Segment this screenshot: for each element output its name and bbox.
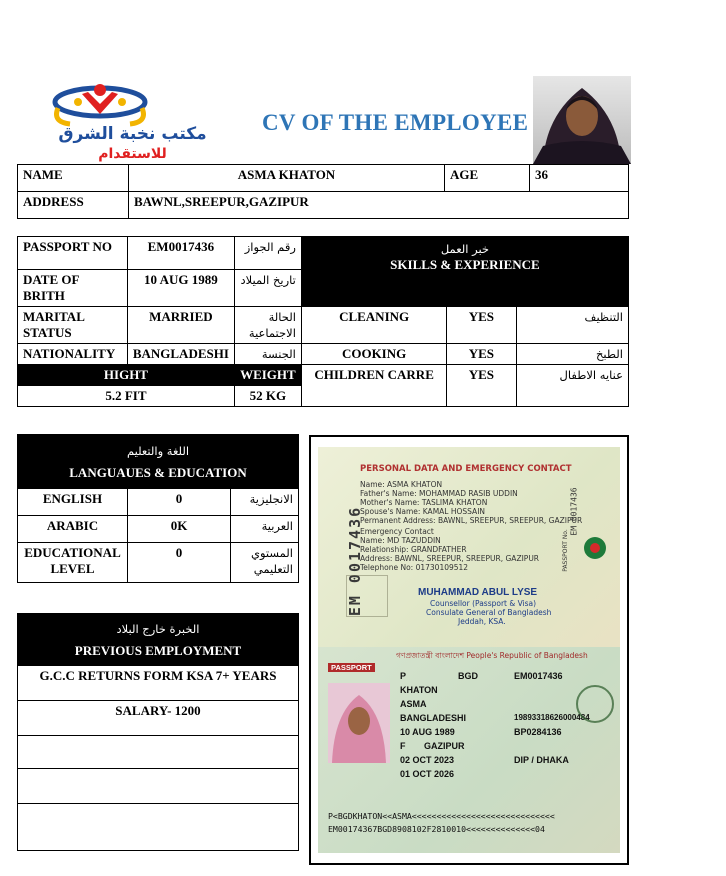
employment-detail: G.C.C RETURNS FORM KSA 7+ YEARS bbox=[18, 666, 299, 701]
languages-header-ar: اللغة والتعليم bbox=[126, 443, 190, 458]
skill-row-ar: عنايه الاطفال bbox=[516, 365, 629, 407]
passport-text: Address: BAWNL, SREEPUR, SREEPUR, GAZIPUR bbox=[360, 554, 540, 563]
employment-header-en: PREVIOUS EMPLOYMENT bbox=[74, 642, 242, 658]
passport-mrz-line1: P<BGDKHATON<<ASMA<<<<<<<<<<<<<<<<<<<<<<<<<<<<< bbox=[328, 811, 555, 821]
passport-text: Mother's Name: TASLIMA KHATON bbox=[360, 498, 488, 507]
age-value: 36 bbox=[530, 165, 629, 192]
language-value: 0 bbox=[127, 489, 230, 516]
table-row bbox=[18, 701, 299, 736]
table-row bbox=[18, 344, 629, 365]
passport-side-number: EM 0017436 bbox=[569, 487, 579, 536]
marital-label: MARITAL STATUS bbox=[18, 307, 128, 344]
table-row bbox=[18, 614, 299, 666]
marital-value: MARRIED bbox=[127, 307, 234, 344]
address-label: ADDRESS bbox=[18, 192, 129, 219]
nationality-label-ar: الجنسة bbox=[234, 344, 301, 365]
passport-word: PASSPORT bbox=[328, 663, 375, 672]
empty-cell bbox=[18, 736, 299, 769]
skill-row-ar: التنظيف bbox=[516, 307, 629, 344]
languages-header-en: LANGUAUES & EDUCATION bbox=[69, 464, 247, 480]
skill-row-value: YES bbox=[447, 365, 516, 407]
logo-arabic-line1: مكتب نخبة الشرق bbox=[58, 124, 207, 144]
nationality-label: NATIONALITY bbox=[18, 344, 128, 365]
address-value: BAWNL,SREEPUR,GAZIPUR bbox=[129, 192, 629, 219]
language-value: 0K bbox=[127, 516, 230, 543]
passport-nationality: BANGLADESHI bbox=[400, 713, 467, 723]
age-label: AGE bbox=[445, 165, 530, 192]
table-row bbox=[18, 489, 299, 516]
passport-text: Father's Name: MOHAMMAD RASIB UDDIN bbox=[360, 489, 518, 498]
skill-row-en: CHILDREN CARRE bbox=[301, 365, 446, 407]
passport-sign-city: Jeddah, KSA. bbox=[458, 617, 506, 626]
passport-expiry-date: 01 OCT 2026 bbox=[400, 769, 455, 779]
passport-image bbox=[318, 447, 620, 853]
passport-sign-name: MUHAMMAD ABUL LYSE bbox=[418, 587, 538, 598]
employee-photo bbox=[533, 76, 631, 164]
name-label: NAME bbox=[18, 165, 129, 192]
table-row bbox=[18, 165, 629, 192]
person-photo-icon bbox=[533, 76, 631, 164]
education-label-ar: المستوي التعليمي bbox=[231, 543, 299, 583]
empty-cell bbox=[18, 804, 299, 851]
salary-detail: SALARY- 1200 bbox=[18, 701, 299, 736]
table-row bbox=[18, 666, 299, 701]
passport-person-icon bbox=[328, 683, 390, 763]
passport-photo bbox=[328, 683, 390, 763]
passport-given-name: ASMA bbox=[400, 699, 427, 709]
passport-prev-no: BP0284136 bbox=[514, 727, 562, 737]
skills-header-ar: خبر العمل bbox=[440, 242, 490, 256]
passport-value: EM0017436 bbox=[127, 237, 234, 270]
nationality-value: BANGLADESHI bbox=[127, 344, 234, 365]
table-row bbox=[18, 307, 629, 344]
language-label: ARABIC bbox=[18, 516, 128, 543]
passport-surname: KHATON bbox=[400, 685, 438, 695]
page-title: CV OF THE EMPLOYEE bbox=[262, 110, 529, 135]
passport-issue-date: 02 OCT 2023 bbox=[400, 755, 455, 765]
passport-side-label: PASSPORT No. bbox=[561, 529, 569, 572]
emblem-icon bbox=[576, 685, 614, 723]
weight-value: 52 KG bbox=[234, 386, 301, 407]
passport-place-of-birth: GAZIPUR bbox=[424, 741, 465, 751]
table-row bbox=[18, 435, 299, 489]
passport-bio-page bbox=[318, 647, 620, 853]
skill-row-en: CLEANING bbox=[301, 307, 446, 344]
passport-label: PASSPORT NO bbox=[18, 237, 128, 270]
empty-cell bbox=[18, 769, 299, 804]
passport-text: Name: ASMA KHATON bbox=[360, 480, 443, 489]
language-label-ar: العربية bbox=[231, 516, 299, 543]
table-row bbox=[18, 237, 629, 270]
language-label: ENGLISH bbox=[18, 489, 128, 516]
table-row bbox=[18, 192, 629, 219]
height-label: HIGHT bbox=[18, 365, 235, 386]
dob-label-ar: تاريخ الميلاد bbox=[234, 270, 301, 307]
education-value: 0 bbox=[127, 543, 230, 583]
marital-label-ar: الحالة الاجتماعية bbox=[234, 307, 301, 344]
passport-section-title: PERSONAL DATA AND EMERGENCY CONTACT bbox=[360, 464, 572, 474]
employment-table bbox=[17, 613, 299, 851]
skill-row-ar: الطبخ bbox=[516, 344, 629, 365]
height-value: 5.2 FIT bbox=[18, 386, 235, 407]
passport-sign-title: Counsellor (Passport & Visa) bbox=[430, 599, 537, 608]
logo-arabic-line2: للاستقدام bbox=[98, 146, 167, 162]
language-label-ar: الانجليزية bbox=[231, 489, 299, 516]
table-row bbox=[18, 769, 299, 804]
education-label: EDUCATIONAL LEVEL bbox=[18, 543, 128, 583]
passport-mrz-line2: EM00174367BGD8908102F2810010<<<<<<<<<<<<<<04 bbox=[328, 824, 545, 834]
passport-authority: DIP / DHAKA bbox=[514, 755, 569, 765]
passport-text: Relationship: GRANDFATHER bbox=[360, 545, 467, 554]
passport-text: Spouse's Name: KAMAL HOSSAIN bbox=[360, 507, 486, 516]
passport-scan bbox=[309, 435, 629, 865]
passport-type: P bbox=[400, 671, 407, 681]
passport-sex: F bbox=[400, 741, 406, 751]
passport-vertical-number: EM 0017436 bbox=[346, 505, 365, 617]
dob-value: 10 AUG 1989 bbox=[127, 270, 234, 307]
passport-data-page bbox=[318, 447, 620, 647]
passport-text: Emergency Contact bbox=[360, 527, 434, 536]
passport-text: Permanent Address: BAWNL, SREEPUR, SREEPUR, GAZIPUR bbox=[360, 516, 583, 525]
passport-label-ar: رقم الجواز bbox=[234, 237, 301, 270]
passport-republic: গণপ্রজাতন্ত্রী বাংলাদেশ People's Republic of Bangladesh bbox=[396, 651, 588, 660]
passport-sign-office: Consulate General of Bangladesh bbox=[426, 608, 552, 617]
passport-text: Telephone No: 01730109512 bbox=[360, 563, 469, 572]
skills-header-en: SKILLS & EXPERIENCE bbox=[390, 257, 540, 272]
employment-header-ar: الخبرة خارج البلاد bbox=[116, 621, 200, 636]
skill-row-en: COOKING bbox=[301, 344, 446, 365]
skill-row-value: YES bbox=[447, 307, 516, 344]
languages-table bbox=[17, 434, 299, 583]
passport-text: Name: MD TAZUDDIN bbox=[360, 536, 441, 545]
personal-info-table bbox=[17, 164, 629, 219]
table-row bbox=[18, 365, 629, 386]
passport-personal-no: 19893318626000484 bbox=[514, 713, 590, 722]
skill-row-value: YES bbox=[447, 344, 516, 365]
table-row bbox=[18, 804, 299, 851]
name-value: ASMA KHATON bbox=[129, 165, 445, 192]
table-row bbox=[18, 516, 299, 543]
dob-label: DATE OF BRITH bbox=[18, 270, 128, 307]
passport-number: EM0017436 bbox=[514, 671, 563, 681]
agency-logo bbox=[30, 80, 235, 170]
weight-label: WEIGHT bbox=[234, 365, 301, 386]
map-stamp-icon bbox=[346, 575, 388, 617]
passport-country-code: BGD bbox=[458, 671, 478, 681]
table-row bbox=[18, 543, 299, 583]
details-skills-table bbox=[17, 236, 629, 407]
bangladesh-flag-icon bbox=[584, 537, 606, 559]
passport-dob: 10 AUG 1989 bbox=[400, 727, 455, 737]
table-row bbox=[18, 736, 299, 769]
